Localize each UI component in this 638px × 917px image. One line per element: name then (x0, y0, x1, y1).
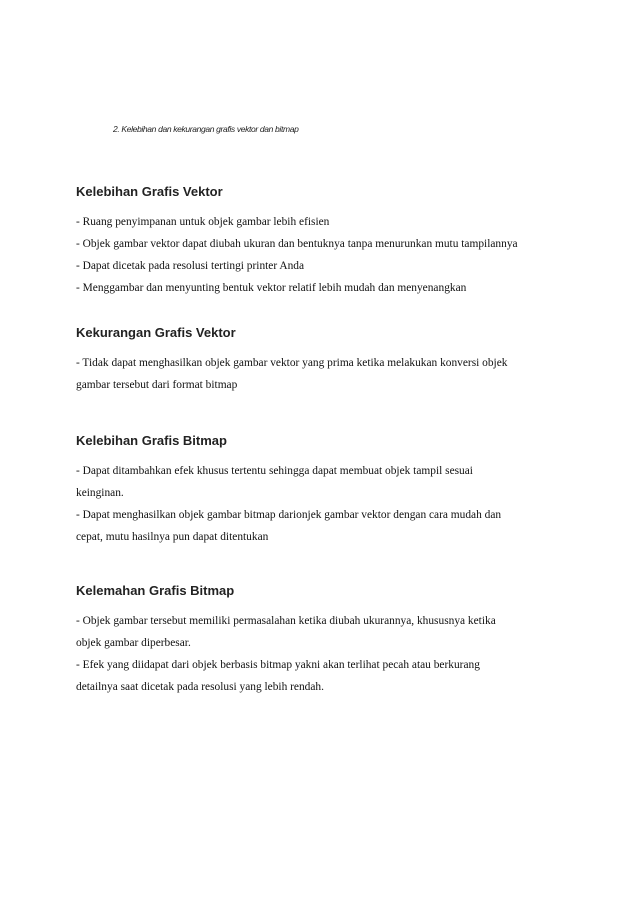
text-line: - Objek gambar tersebut memiliki permasalahan ketika diubah ukurannya, khususnya ketika (76, 615, 496, 627)
section-title: Kelebihan Grafis Bitmap (76, 433, 227, 448)
text-line: keinginan. (76, 487, 124, 499)
text-line: cepat, mutu hasilnya pun dapat ditentukan (76, 531, 269, 543)
text-line: - Ruang penyimpanan untuk objek gambar lebih efisien (76, 216, 330, 228)
section-title: Kelemahan Grafis Bitmap (76, 583, 235, 598)
text-line: - Dapat menghasilkan objek gambar bitmap darionjek gambar vektor dengan cara mudah dan (76, 509, 502, 521)
text-line: - Dapat dicetak pada resolusi tertingi printer Anda (76, 260, 305, 272)
text-line: - Menggambar dan menyunting bentuk vektor relatif lebih mudah dan menyenangkan (76, 282, 467, 294)
section-title: Kekurangan Grafis Vektor (76, 325, 236, 340)
text-line: - Efek yang diidapat dari objek berbasis bitmap yakni akan terlihat pecah atau berkurang (76, 659, 480, 671)
text-line: - Tidak dapat menghasilkan objek gambar vektor yang prima ketika melakukan konversi objek (76, 357, 508, 369)
section-kekurangan-vektor (76, 325, 576, 396)
section-title: Kelebihan Grafis Vektor (76, 184, 223, 199)
section-kelebihan-vektor (76, 184, 576, 299)
text-line: objek gambar diperbesar. (76, 637, 191, 649)
page-heading: 2. Kelebihan dan kekurangan grafis vektor dan bitmap (113, 124, 299, 134)
text-line: - Objek gambar vektor dapat diubah ukuran dan bentuknya tanpa menurunkan mutu tampilannya (76, 238, 518, 250)
text-line: - Dapat ditambahkan efek khusus tertentu sehingga dapat membuat objek tampil sesuai (76, 465, 473, 477)
section-kelemahan-bitmap (76, 583, 576, 698)
section-kelebihan-bitmap (76, 433, 576, 548)
text-line: detailnya saat dicetak pada resolusi yang lebih rendah. (76, 681, 324, 693)
text-line: gambar tersebut dari format bitmap (76, 379, 238, 391)
